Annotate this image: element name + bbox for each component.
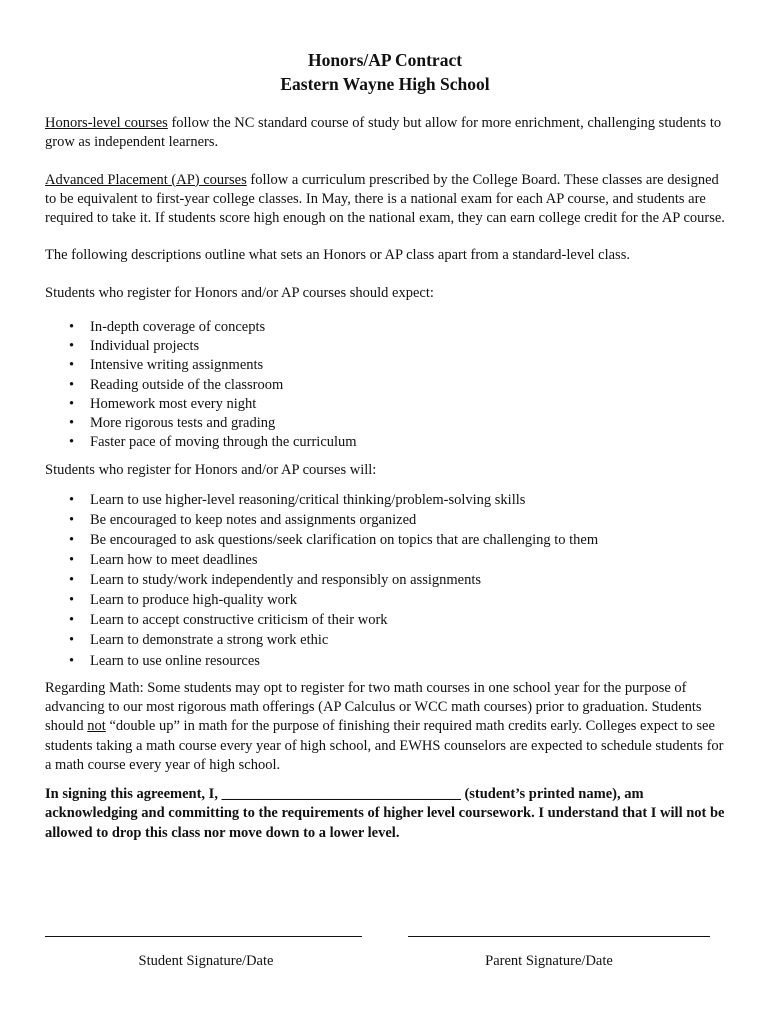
will-list-item: • Learn to use online resources [45,651,725,671]
will-list-item: • Learn to accept constructive criticism of their work [45,610,725,630]
parent-signature-line[interactable] [408,936,710,937]
will-list-item: • Learn to demonstrate a strong work ethic [45,630,725,650]
school-name: Eastern Wayne High School [280,74,490,94]
expect-list-item: • Reading outside of the classroom [45,376,725,395]
ap-description [45,171,725,229]
math-not-emphasis: not [87,718,106,735]
will-heading: Students who register for Honors and/or AP courses will: [45,461,377,478]
math-text-part1: Regarding Math: Some students may opt to register for two math courses in one school year for the purpose of advancing to our most rigorous math offerings (AP Calculus or WCC math courses) prior to graduation. Students should [45,679,702,735]
expect-list-item: • Intensive writing assignments [45,356,725,375]
expect-list [45,318,725,452]
agreement-statement: In signing this agreement, I, _________________________________ (student’s printed name), am acknowledging and committing to the requirements of higher level coursework. I understand that I will not be allowed to drop this class nor move down to a lower level. [45,786,725,841]
expect-heading: Students who register for Honors and/or AP courses should expect: [45,284,434,301]
honors-description-text: follow the NC standard course of study but allow for more enrichment, challenging students to grow as independent learners. [45,115,722,151]
ap-term: Advanced Placement (AP) courses [45,171,247,188]
expect-list-item: • Homework most every night [45,395,725,414]
will-list-item: • Be encouraged to ask questions/seek clarification on topics that are challenging to them [45,530,725,550]
will-list-item: • Be encouraged to keep notes and assignments organized [45,510,725,530]
math-paragraph [45,679,725,775]
student-signature-line[interactable] [45,936,362,937]
expect-list-item: • Faster pace of moving through the curriculum [45,433,725,452]
expect-list-item: • More rigorous tests and grading [45,414,725,433]
honors-term: Honors-level courses [45,115,168,131]
will-list-item: • Learn to use higher-level reasoning/critical thinking/problem-solving skills [45,490,725,510]
document-title: Honors/AP Contract [307,50,463,70]
math-text-part2: “double up” in math for the purpose of finishing their required math credits early. Colleges expect to see students taking a math course every year of high school, and EWHS counselors are expected to schedule students for a math course every year of high school. [45,718,724,773]
descriptions-intro: The following descriptions outline what sets an Honors or AP class apart from a standard-level class. [45,247,630,264]
will-list-item: • Learn to produce high-quality work [45,590,725,610]
parent-signature-label: Parent Signature/Date [485,953,613,969]
will-list-item: • Learn to study/work independently and responsibly on assignments [45,570,725,590]
document-title-block [45,48,725,96]
student-signature-label: Student Signature/Date [138,953,274,969]
honors-description [45,114,725,153]
will-list-item: • Learn how to meet deadlines [45,550,725,570]
ap-description-text: follow a curriculum prescribed by the College Board. These classes are designed to be equivalent to first-year college classes. In May, there is a national exam for each AP course, and students are required to take it. If students score high enough on the national exam, they can earn college credit for the AP course. [45,171,725,227]
will-list [45,490,725,671]
expect-list-item: • In-depth coverage of concepts [45,318,725,337]
expect-list-item: • Individual projects [45,337,725,356]
